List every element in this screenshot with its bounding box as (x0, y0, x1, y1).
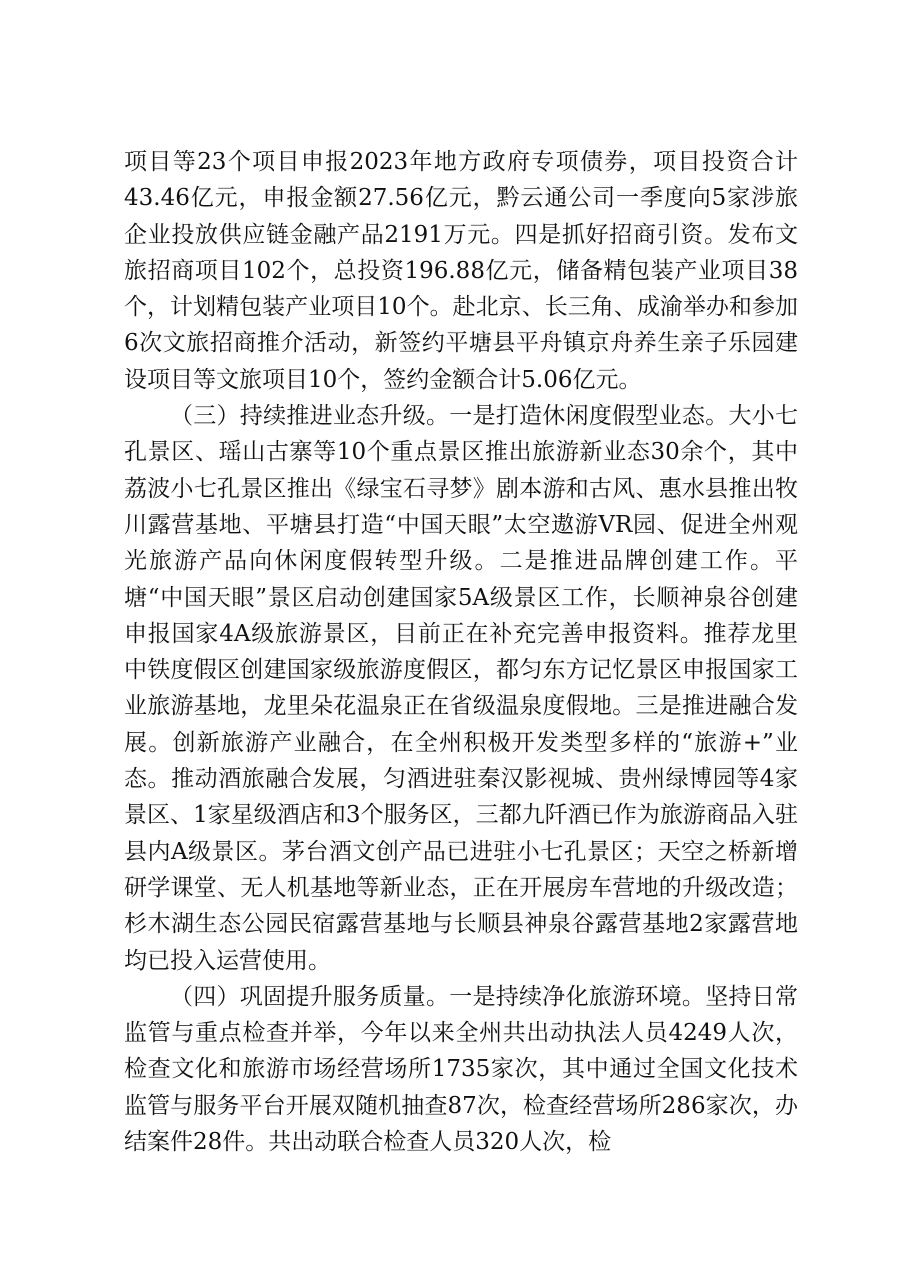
document-body (124, 144, 798, 1160)
paragraph-continuation: 项目等23个项目申报2023年地方政府专项债券，项目投资合计43.46亿元，申报金额27.56亿元，黔云通公司一季度向5家涉旅企业投放供应链金融产品2191万元。四是抓好招商引资。发布文旅招商项目102个，总投资196.88亿元，储备精包装产业项目38个，计划精包装产业项目10个。赴北京、长三角、成渝举办和参加6次文旅招商推介活动，新签约平塘县平舟镇京舟养生亲子乐园建设项目等文旅项目10个，签约金额合计5.06亿元。 (124, 149, 798, 393)
paragraph-section-three: （三）持续推进业态升级。一是打造休闲度假型业态。大小七孔景区、瑶山古寨等10个重点景区推出旅游新业态30余个，其中荔波小七孔景区推出《绿宝石寻梦》剧本游和古风、惠水县推出牧川露营基地、平塘县打造“中国天眼”太空遨游VR园、促进全州观光旅游产品向休闲度假转型升级。二是推进品牌创建工作。平塘“中国天眼”景区启动创建国家5A级景区工作，长顺神泉谷创建申报国家4A级旅游景区，目前正在补充完善申报资料。推荐龙里中铁度假区创建国家级旅游度假区，都匀东方记忆景区申报国家工业旅游基地，龙里朵花温泉正在省级温泉度假地。三是推进融合发展。创新旅游产业融合，在全州积极开发类型多样的“旅游+”业态。推动酒旅融合发展，匀酒进驻秦汉影视城、贵州绿博园等4家景区、1家星级酒店和3个服务区，三都九阡酒已作为旅游商品入驻县内A级景区。茅台酒文创产品已进驻小七孔景区；天空之桥新增研学课堂、无人机基地等新业态，正在开展房车营地的升级改造；杉木湖生态公园民宿露营基地与长顺县神泉谷露营基地2家露营地均已投入运营使用。 (124, 403, 798, 974)
paragraph-section-four: （四）巩固提升服务质量。一是持续净化旅游环境。坚持日常监管与重点检查并举，今年以来全州共出动执法人员4249人次，检查文化和旅游市场经营场所1735家次，其中通过全国文化技术监管与服务平台开展双随机抽查87次，检查经营场所286家次，办结案件28件。共出动联合检查人员320人次，检 (124, 983, 798, 1156)
